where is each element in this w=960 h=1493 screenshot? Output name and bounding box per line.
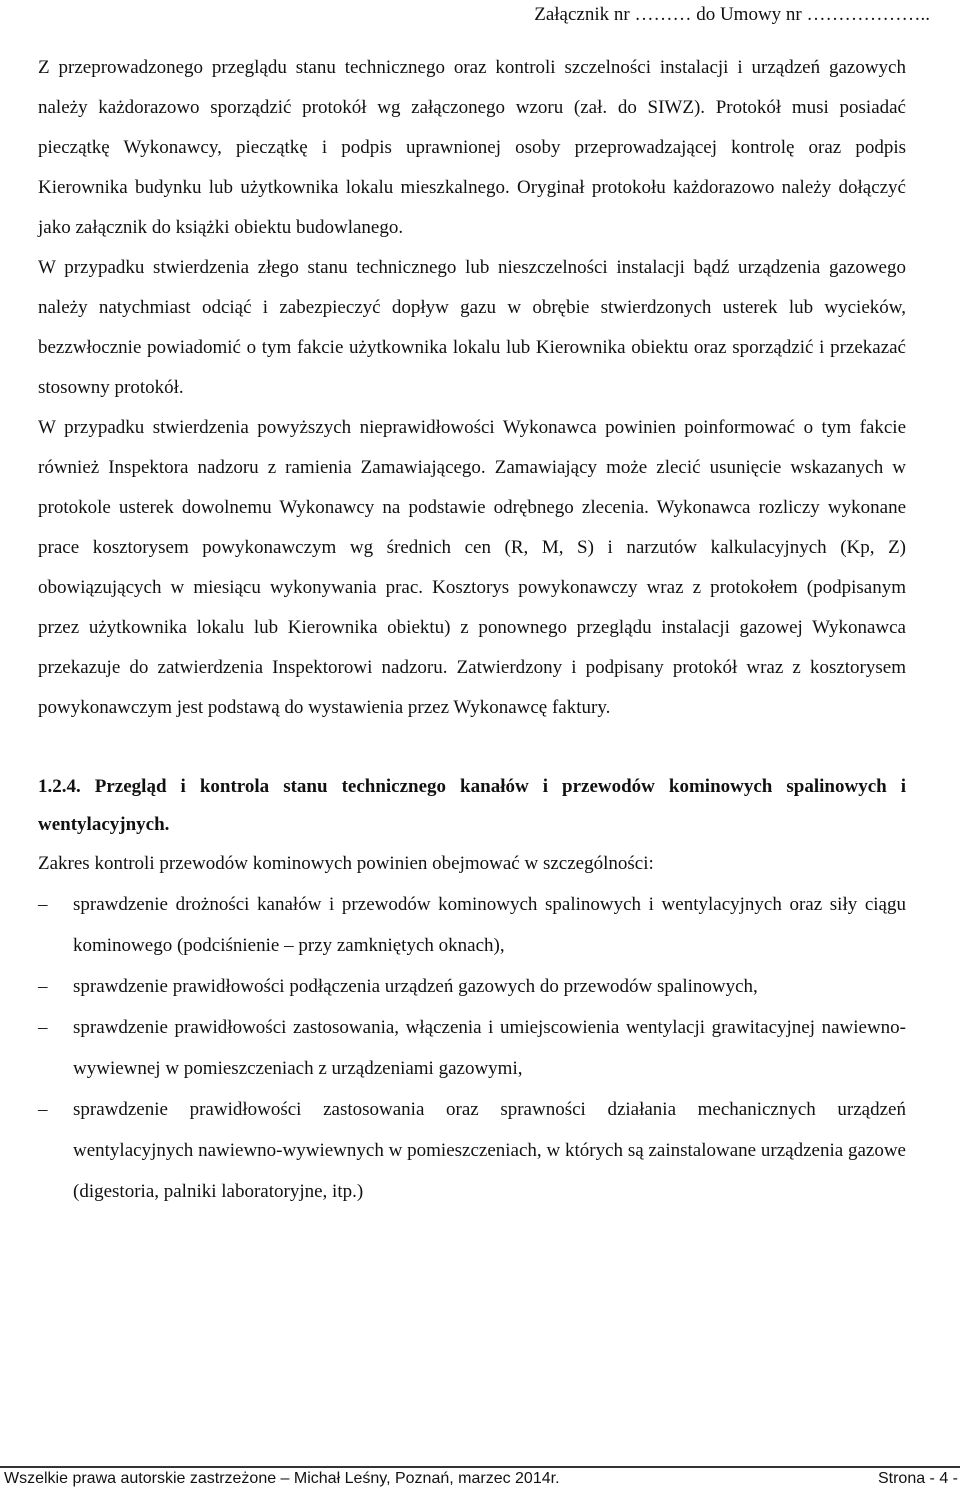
dash-bullet-icon: – (38, 1099, 48, 1120)
page-number: Strona - 4 - (877, 1470, 958, 1487)
list-item-text: sprawdzenie prawidłowości zastosowania, włączenia i umiejscowienia wentylacji grawitacyjnej nawiewno-wywiewnej w pomieszczeniach z urządzeniami gazowymi, (73, 1017, 906, 1079)
section-heading: 1.2.4. Przegląd i kontrola stanu technicznego kanałów i przewodów kominowych spalinowych i wentylacyjnych. (38, 776, 906, 835)
paragraph-leak-procedure: W przypadku stwierdzenia złego stanu technicznego lub nieszczelności instalacji bądź urządzenia gazowego należy natychmiast odciąć i zabezpieczyć dopływ gazu w obrębie stwierdzonych usterek lub wycieków, bezzwłocznie powiadomić o tym fakcie użytkownika lokalu lub Kierownika obiektu oraz sporządzić i przekazać stosowny protokół. (38, 257, 906, 398)
list-item (38, 884, 906, 966)
list-item (38, 1007, 906, 1089)
list-item-text: sprawdzenie drożności kanałów i przewodów kominowych spalinowych i wentylacyjnych oraz siły ciągu kominowego (podciśnienie – przy zamkniętych oknach), (73, 894, 906, 956)
dash-bullet-icon: – (38, 1017, 48, 1038)
footer-copyright: Wszelkie prawa autorskie zastrzeżone – Michał Leśny, Poznań, marzec 2014r. (4, 1470, 560, 1487)
paragraph-irregularities: W przypadku stwierdzenia powyższych nieprawidłowości Wykonawca powinien poinformować o tym fakcie również Inspektora nadzoru z ramienia Zamawiającego. Zamawiający może zlecić usunięcie wskazanych w protokole usterek dowolnemu Wykonawcy na podstawie odrębnego zlecenia. Wykonawca rozliczy wykonane prace kosztorysem powykonawczym wg średnich cen (R, M, S) i narzutów kalkulacyjnych (Kp, Z) obowiązujących w miesiącu wykonywania prac. Kosztorys powykonawczy wraz z protokołem (podpisanym przez użytkownika lokalu lub Kierownika obiektu) z ponownego przeglądu instalacji gazowej Wykonawca przekazuje do zatwierdzenia Inspektorowi nadzoru. Zatwierdzony i podpisany protokół wraz z kosztorysem powykonawczym jest podstawą do wystawienia przez Wykonawcę faktury. (38, 417, 906, 718)
paragraph-protocol: Z przeprowadzonego przeglądu stanu technicznego oraz kontroli szczelności instalacji i urządzeń gazowych należy każdorazowo sporządzić protokół wg załączonego wzoru (zał. do SIWZ). Protokół musi posiadać pieczątkę Wykonawcy, pieczątkę i podpis uprawnionej osoby przeprowadzającej kontrolę oraz podpis Kierownika budynku lub użytkownika lokalu mieszkalnego. Oryginał protokołu każdorazowo należy dołączyć jako załącznik do książki obiektu budowlanego. (38, 57, 906, 238)
inspection-scope-list (38, 884, 906, 1212)
dash-bullet-icon: – (38, 894, 48, 915)
list-item-text: sprawdzenie prawidłowości podłączenia urządzeń gazowych do przewodów spalinowych, (73, 976, 758, 997)
footer-divider (0, 1466, 960, 1468)
dash-bullet-icon: – (38, 976, 48, 997)
list-item (38, 966, 906, 1007)
list-item (38, 1089, 906, 1212)
document-body (38, 48, 906, 1212)
list-item-text: sprawdzenie prawidłowości zastosowania oraz sprawności działania mechanicznych urządzeń wentylacyjnych nawiewno-wywiewnych w pomieszczeniach, w których są zainstalowane urządzenia gazowe (digestoria, palniki laboratoryjne, itp.) (73, 1099, 906, 1202)
section-intro: Zakres kontroli przewodów kominowych powinien obejmować w szczególności: (38, 853, 654, 874)
page-header: Załącznik nr ……… do Umowy nr ……………….. (534, 4, 930, 25)
